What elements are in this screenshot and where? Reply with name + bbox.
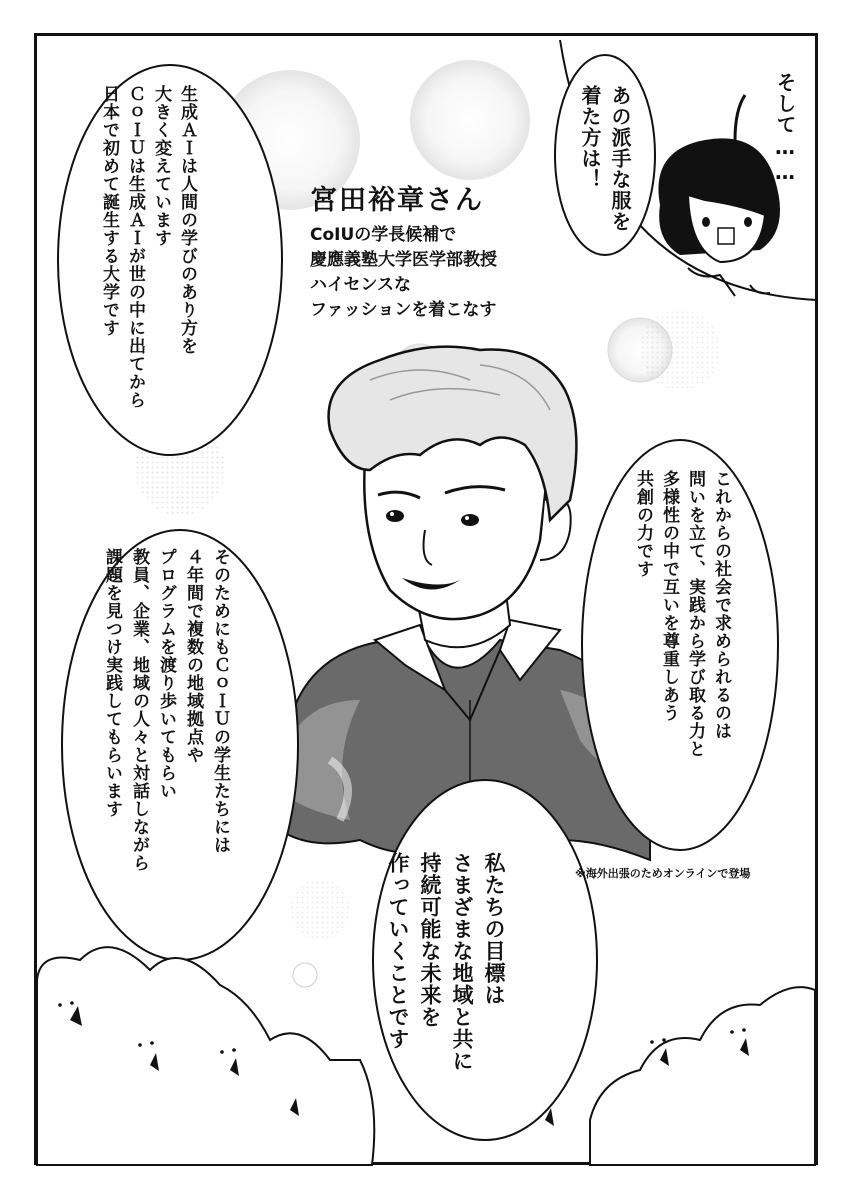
profile-caption [310,178,497,323]
profile-name: 宮田裕章さん [310,185,484,216]
girl-bubble-text: あの派手な服を 着た方は！ [578,85,632,232]
profile-desc-line-1: CoIUの学長候補で [310,225,457,245]
footnote: ※海外出張のためオンラインで登場 [575,867,751,880]
narrator-left-text: 生成ＡＩは人間の学びのあり方を 大きく変えています ＣｏＩＵは生成ＡＩが世の中に出てから 日本で初めて誕生する大学です [99,85,197,409]
girl-intro-text: そして…… [773,72,797,185]
left-lower-text: そのためにもＣｏＩＵの学生たちには ４年間で複数の地域拠点や プログラムを渡り歩いてもらい 教員、企業、地域の人々と対話しながら 課題を見つけ実践してもらいます [102,548,230,872]
right-middle-text: これからの社会で求められるのは 問いを立て、実践から学び取る力と 多様性の中で互いを尊重しあう 共創の力です [633,470,731,758]
bottom-center-text: 私たちの目標は さまざまな地域と共に 持続可能な未来を 作っていくことです [386,852,506,1072]
profile-desc-line-2: 慶應義塾大学医学部教授 [310,250,497,270]
profile-desc-line-4: ファッションを着こなす [310,300,497,320]
profile-desc-line-3: ハイセンスな [310,275,411,295]
